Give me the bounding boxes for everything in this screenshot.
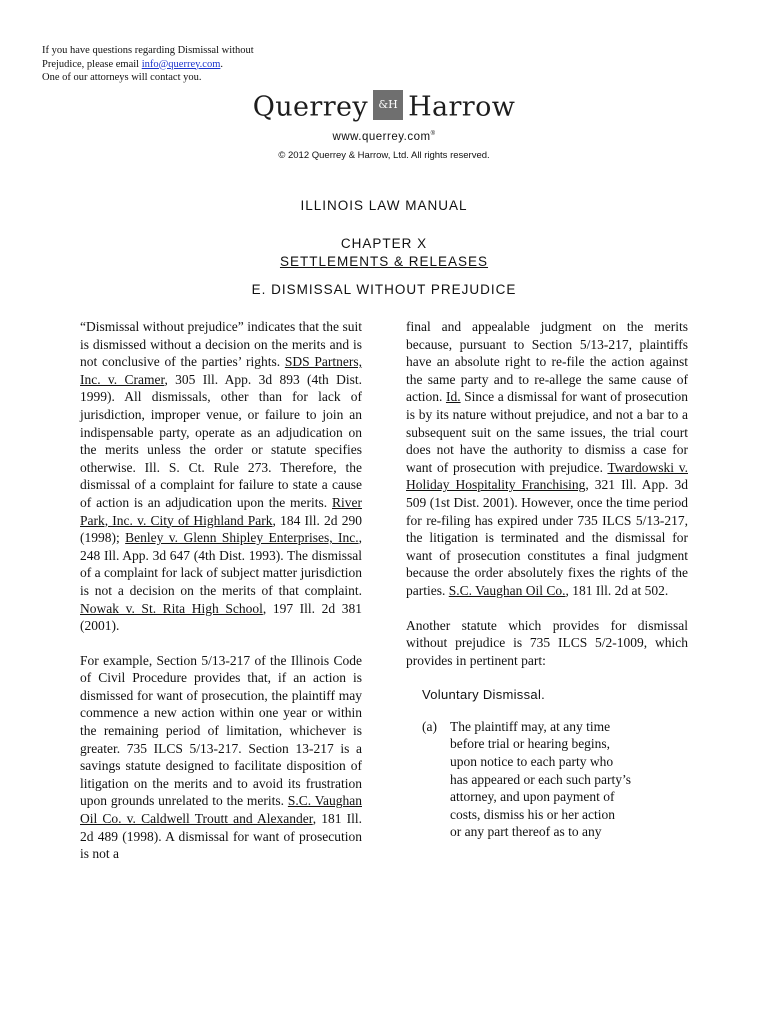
case-citation: SDS Partners, Inc. v. Cramer [80, 354, 363, 387]
case-citation: S.C. Vaughan Oil Co. [448, 582, 566, 598]
logo-left-word: Querrey [252, 91, 369, 123]
chapter-title: SETTLEMENTS & RELEASES [279, 254, 489, 269]
item-text [450, 718, 631, 841]
text-run: , 181 Ill. 2d at 502. [565, 582, 669, 598]
right-column [406, 318, 688, 841]
case-citation: Nowak v. St. Rita High School [80, 600, 263, 616]
manual-title: ILLINOIS LAW MANUAL [300, 198, 468, 213]
section-title: E. DISMISSAL WITHOUT PREJUDICE [251, 282, 517, 297]
item-line: The plaintiff may, at any time [450, 718, 611, 734]
right-paragraph-1 [406, 318, 688, 600]
left-paragraph-1 [80, 318, 362, 635]
text-run: , 321 Ill. App. 3d 509 (1st Dist. 2001). However, once the time period for re-filing has expired under 735 ILCS 5/13-217, the litigation is terminated and the dismissal for want of prosecution constitutes a final judgment because the order absolutely fixes the rights of the parties. [406, 477, 688, 598]
item-line: upon notice to each party who [450, 754, 614, 770]
item-line: before trial or hearing begins, [450, 736, 611, 752]
case-citation: S.C. Vaughan Oil Co. v. Caldwell Troutt and Alexander [80, 793, 362, 827]
logo-mark: &H [373, 90, 403, 120]
contact-line-2 [42, 58, 254, 72]
registered-mark: ® [430, 131, 436, 138]
text-run: , 184 Ill. 2d 290 (1998); [80, 512, 362, 546]
text-run: For example, Section 5/13-217 of the Illinois Code of Civil Procedure provides that, if an action is dismissed for want of prosecution, the plaintiff may commence a new action within one year or within the remaining period of limitation, whichever is greater. 735 ILCS 5/13-217. Section 13-217 is a savings statute designed to facilitate disposition of litigation on the merits and to avoid its frustration upon grounds unrelated to the merits. [80, 652, 362, 809]
right-paragraph-2: Another statute which provides for dismissal without prejudice is 735 ILCS 5/2-1009, which provides in pertinent part: [406, 617, 688, 668]
text-run: Since a dismissal for want of prosecution is by its nature without prejudice, and not a bar to a subsequent suit on the same issues, the trial court does not have the authority to dismiss a case for want of prosecution with prejudice. [406, 389, 688, 475]
firm-url-text[interactable]: www.querrey.com [332, 131, 431, 143]
chapter-number: CHAPTER X [340, 236, 428, 251]
left-column [80, 318, 362, 880]
item-line: costs, dismiss his or her action [450, 806, 615, 822]
contact-notice [42, 44, 254, 85]
text-run: , 248 Ill. App. 3d 647 (4th Dist. 1993). The dismissal of a complaint for lack of subject matter jurisdiction is not a decision on the merits of that complaint. [80, 530, 362, 598]
text-run: , 181 Ill. 2d 489 (1998). A dismissal for want of prosecution is not a [80, 811, 362, 862]
left-paragraph-2 [80, 652, 362, 863]
contact-line-3: One of our attorneys will contact you. [42, 72, 202, 83]
item-marker: (a) [422, 718, 437, 734]
copyright-notice: © 2012 Querrey & Harrow, Ltd. All rights reserved. [278, 150, 490, 161]
contact-line-2-prefix: Prejudice, please email [42, 58, 142, 70]
contact-line-2-suffix: . [220, 58, 224, 70]
text-run: “Dismissal without prejudice” indicates that the suit is dismissed without a decision on the merits and is not conclusive of the parties’ rights. [80, 319, 362, 370]
statute-item-a [406, 718, 688, 841]
text-run: , 305 Ill. App. 3d 893 (4th Dist. 1999). All dismissals, other than for lack of jurisdiction, improper venue, or failure to join an indispensable party, operate as an adjudication on the merits unless the order or statute specifies otherwise. Ill. S. Ct. Rule 273. Therefore, the dismissal of a complaint for failure to state a cause of action is an adjudication upon the merits. [80, 371, 362, 510]
item-line: has appeared or each such party’s [450, 771, 632, 787]
case-citation: Twardowski v. Holiday Hospitality Franchising [406, 459, 688, 493]
case-citation: Id. [445, 389, 461, 405]
case-citation: Benley v. Glenn Shipley Enterprises, Inc. [125, 530, 359, 546]
text-run: final and appealable judgment on the merits because, pursuant to Section 5/13-217, plaintiffs have an absolute right to re-file the action against the same party and to re-allege the same cause of action. [406, 319, 688, 405]
case-citation: River Park, Inc. v. City of Highland Park [80, 494, 362, 528]
item-line: or any part thereof as to any [450, 824, 602, 840]
logo-right-word: Harrow [408, 91, 516, 123]
contact-line-1: If you have questions regarding Dismissal without [42, 45, 254, 56]
text-run: , 197 Ill. 2d 381 (2001). [80, 600, 362, 634]
quote-heading: Voluntary Dismissal. [422, 687, 546, 703]
firm-url[interactable] [0, 131, 768, 143]
email-link[interactable]: info@querrey.com [141, 58, 221, 70]
item-line: attorney, and upon payment of [450, 789, 615, 805]
firm-logo [0, 90, 768, 126]
